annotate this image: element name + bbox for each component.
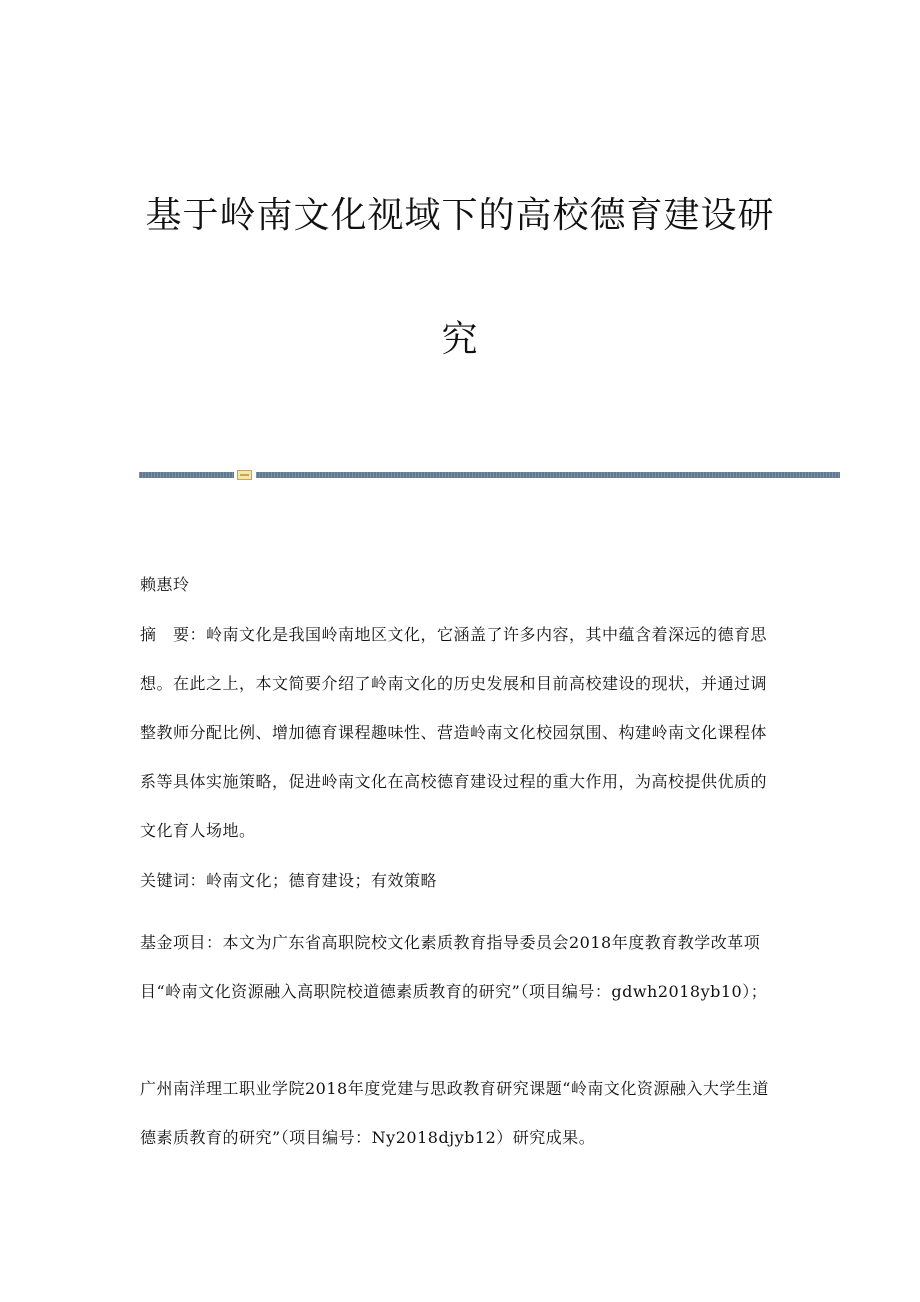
divider-ornament-icon: [237, 470, 252, 480]
document-title: 基于岭南文化视域下的高校德育建设研: [145, 195, 775, 236]
fund-project-paragraph: 基金项目：本文为广东省高职院校文化素质教育指导委员会2018年度教育教学改革项目“岭南文化资源融入高职院校道德素质教育的研究”（项目编号：gdwh2018yb10）；: [140, 933, 768, 1001]
keywords-line: 关键词：岭南文化；德育建设；有效策略: [140, 871, 438, 890]
document-title-continued: 究: [441, 319, 479, 360]
fund-project-paragraph-2: 广州南洋理工职业学院2018年度党建与思政教育研究课题“岭南文化资源融入大学生道德素质教育的研究”（项目编号：Ny2018djyb12）研究成果。: [140, 1079, 769, 1147]
divider-bar-left: [139, 472, 234, 478]
divider-bar-right: [256, 472, 840, 478]
title-divider: [139, 470, 840, 480]
author-name: 赖惠玲: [140, 575, 190, 594]
abstract-paragraph: 摘 要：岭南文化是我国岭南地区文化，它涵盖了许多内容，其中蕴含着深远的德育思想。在此之上，本文简要介绍了岭南文化的历史发展和目前高校建设的现状，并通过调整教师分配比例、增加德育课程趣味性、营造岭南文化校园氛围、构建岭南文化课程体系等具体实施策略，促进岭南文化在高校德育建设过程的重大作用，为高校提供优质的文化育人场地。: [140, 625, 768, 840]
